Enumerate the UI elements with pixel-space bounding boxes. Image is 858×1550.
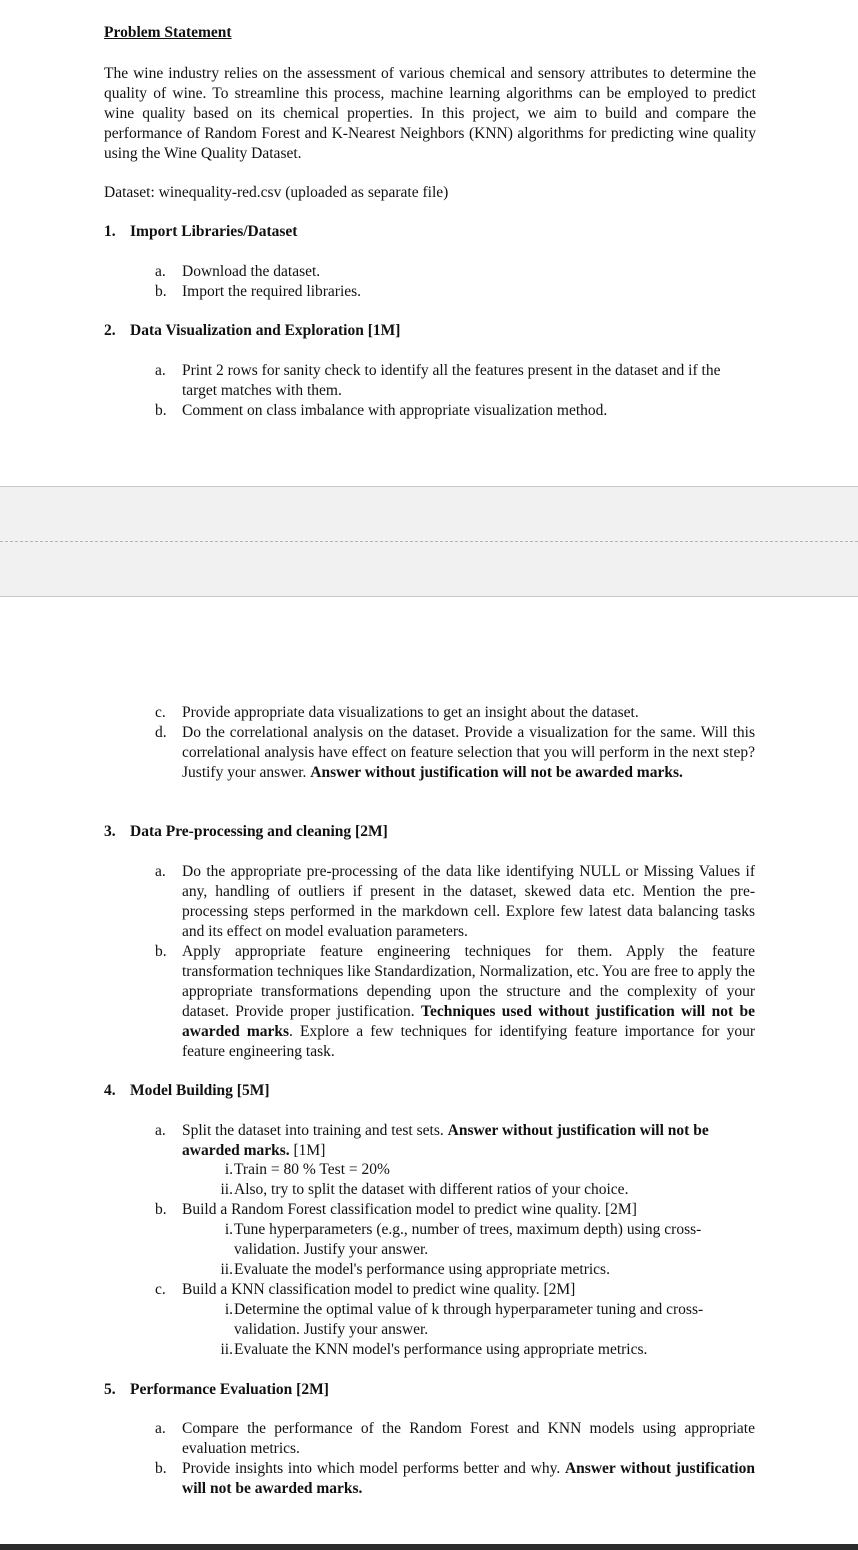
dataset-line: Dataset: winequality-red.csv (uploaded as separate file) [104,184,449,201]
s5-item-b: b. Provide insights into which model performs better and why. Answer without justification will not be awarded marks. [155,1460,755,1497]
page-title: Problem Statement [104,24,232,41]
s2-item-b: b. Comment on class imbalance with appropriate visualization method. [155,402,608,419]
s4-item-c: c. Build a KNN classification model to predict wine quality. [2M] [155,1281,576,1298]
page-break-gap [0,486,858,597]
s4-item-a: a. Split the dataset into training and test sets. Answer without justification will not be awarded marks. [1M] [155,1122,709,1159]
section-2-heading: 2. Data Visualization and Exploration [1M] [104,322,401,339]
s1-item-b: b. Import the required libraries. [155,283,362,300]
intro-paragraph: The wine industry relies on the assessment of various chemical and sensory attributes to determine the quality of wine. To streamline this process, machine learning algorithms can be employed to predict wine quality based on its chemical properties. In this project, we aim to build and compare the performance of Random Forest and K-Nearest Neighbors (KNN) algorithms for predicting wine quality using the Wine Quality Dataset. [104,65,756,162]
s3-item-a: a. Do the appropriate pre-processing of the data like identifying NULL or Missing Values if any, handling of outliers if present in the dataset, skewed data etc. Mention the pre-processing steps performed in the markdown cell. Explore few latest data balancing tasks and its effect on model evaluation parameters. [155,863,755,940]
s2-item-d: d. Do the correlational analysis on the dataset. Provide a visualization for the same. Will this correlational analysis have effect on feature selection that you will perform in the next step? Justify your answer. Answer without justification will not be awarded marks. [155,724,755,781]
s2-item-c: c. Provide appropriate data visualizations to get an insight about the dataset. [155,704,639,721]
s4-item-b: b. Build a Random Forest classification model to predict wine quality. [2M] [155,1201,637,1218]
section-5-heading: 5. Performance Evaluation [2M] [104,1381,329,1398]
s1-item-a: a. Download the dataset. [155,263,321,280]
s3-item-b: b. Apply appropriate feature engineering techniques for them. Apply the feature transformation techniques like Standardization, Normalization, etc. You are free to apply the appropriate transformations depending upon the structure and the complexity of your dataset. Provide proper justification. Techniques used without justification will not be awarded marks. Explore a few techniques for identifying feature importance for your feature engineering task. [155,943,756,1060]
viewer-bottom-bar [0,1544,858,1550]
s5-item-a: a. Compare the performance of the Random Forest and KNN models using appropriate evaluation metrics. [155,1420,755,1457]
document-page-1 [0,0,858,486]
section-1-heading: 1. Import Libraries/Dataset [104,223,298,240]
s4-c-sub-i: i. Determine the optimal value of k through hyperparameter tuning and cross-validation. Justify your answer. [224,1301,704,1338]
s4-b-sub-i: i. Tune hyperparameters (e.g., number of trees, maximum depth) using cross-validation. Justify your answer. [224,1221,702,1258]
page-break-line [0,541,858,542]
s4-a-sub-i: i. Train = 80 % Test = 20% [224,1161,390,1178]
s4-b-sub-ii: ii. Evaluate the model's performance using appropriate metrics. [220,1261,610,1278]
section-4-heading: 4. Model Building [5M] [104,1082,270,1099]
section-3-heading: 3. Data Pre-processing and cleaning [2M] [104,823,388,840]
s4-c-sub-ii: ii. Evaluate the KNN model's performance using appropriate metrics. [220,1341,648,1358]
s4-a-sub-ii: ii. Also, try to split the dataset with different ratios of your choice. [220,1181,629,1198]
s2-item-a: a. Print 2 rows for sanity check to identify all the features present in the dataset and if the target matches with them. [155,362,721,399]
